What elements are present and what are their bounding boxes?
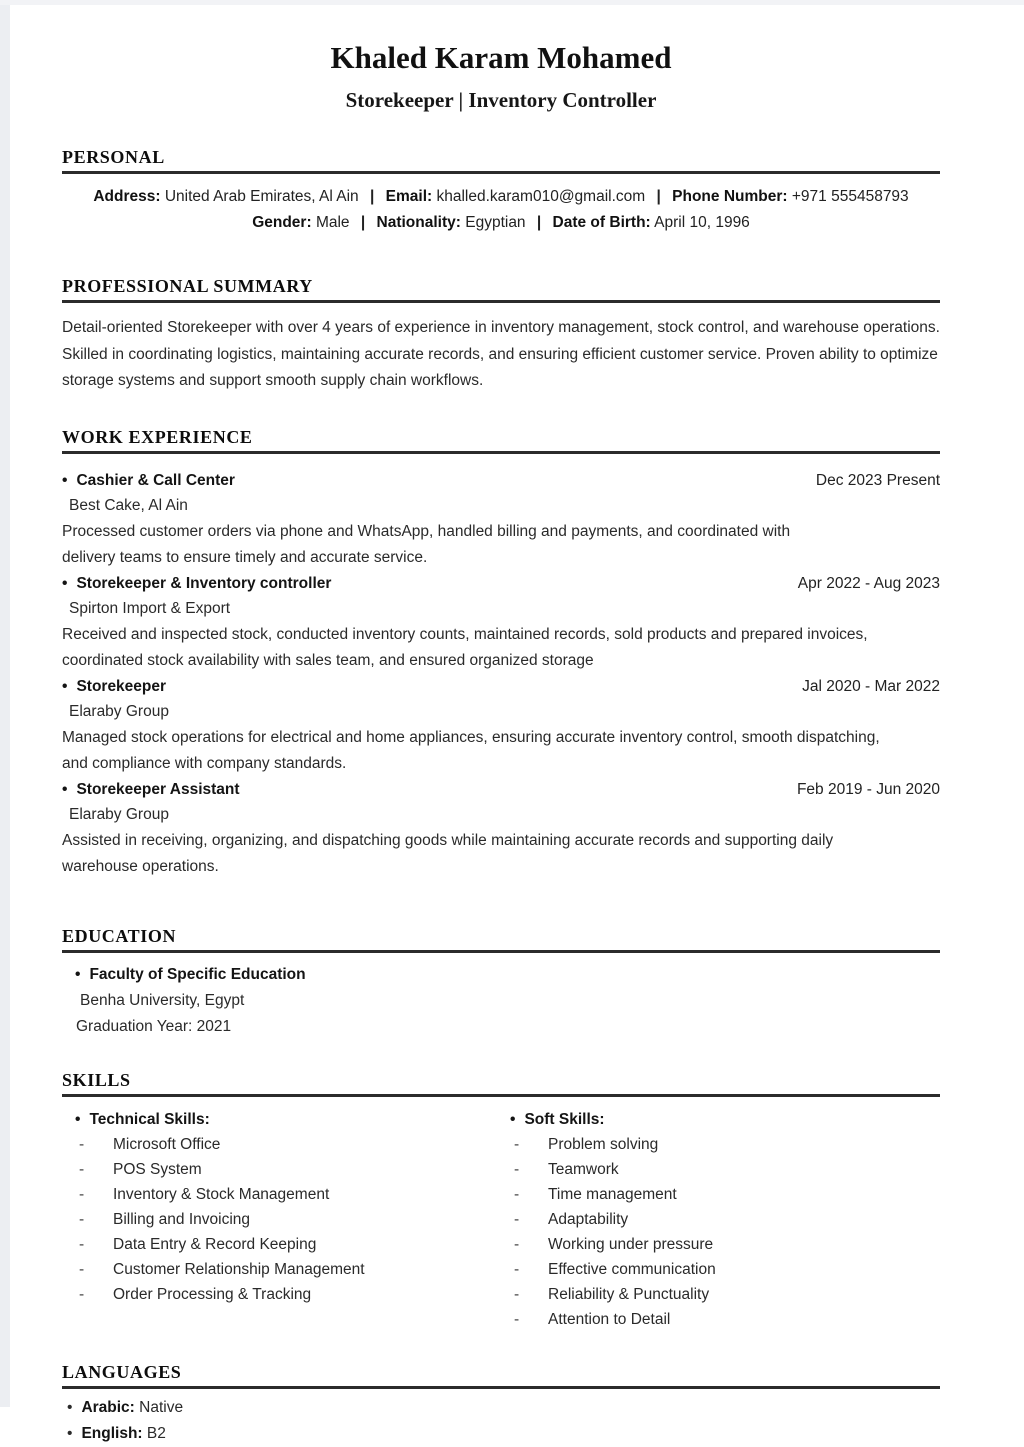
degree-text: Faculty of Specific Education: [89, 965, 306, 983]
job-description-line: and compliance with company standards.: [62, 754, 347, 772]
dash-icon: -: [514, 1210, 520, 1228]
section-education: [62, 926, 940, 1040]
languages-heading: LANGUAGES: [62, 1361, 182, 1382]
nationality-value: Egyptian: [465, 214, 526, 231]
bullet-icon: •: [75, 1110, 81, 1128]
job-description: [62, 725, 940, 777]
job-header: [62, 571, 940, 597]
skill-item: [75, 1282, 510, 1307]
section-languages: [62, 1362, 940, 1447]
job-company: Spirton Import & Export: [69, 600, 231, 617]
bullet-icon: •: [62, 471, 68, 489]
dash-icon: -: [514, 1310, 520, 1328]
soft-skills-column: [510, 1107, 940, 1332]
skill-item: [510, 1307, 940, 1332]
summary-line: Skilled in coordinating logistics, maintaining accurate records, and ensuring efficient customer service. Proven ability to optimize: [62, 345, 938, 363]
skill-item: [510, 1257, 940, 1282]
education-rule: [62, 950, 940, 953]
job-description: [62, 519, 940, 571]
bullet-icon: •: [67, 1424, 73, 1442]
personal-info-line-1: [62, 184, 940, 210]
skill-text: Adaptability: [548, 1210, 629, 1228]
section-skills: [62, 1070, 940, 1332]
language-level: Native: [139, 1398, 184, 1416]
skill-text: Working under pressure: [548, 1235, 714, 1253]
skill-text: Microsoft Office: [113, 1135, 221, 1153]
job-description-line: Managed stock operations for electrical and home appliances, ensuring accurate inventory control, smooth dispatching,: [62, 728, 880, 746]
section-personal: [62, 147, 940, 236]
dash-icon: -: [514, 1285, 520, 1303]
summary-line: storage systems and support smooth supply chain workflows.: [62, 372, 484, 389]
bullet-icon: •: [510, 1110, 516, 1128]
nationality-label: Nationality:: [376, 214, 461, 231]
job-header: [62, 468, 940, 494]
skills-rule: [62, 1094, 940, 1097]
separator: |: [536, 214, 542, 231]
summary-paragraph: [62, 315, 940, 395]
job-title-text: Storekeeper: [76, 677, 167, 695]
skill-item: [510, 1182, 940, 1207]
job-company: Elaraby Group: [69, 806, 169, 823]
dash-icon: -: [79, 1260, 85, 1278]
gender-value: Male: [315, 214, 350, 231]
skill-text: Customer Relationship Management: [113, 1260, 365, 1278]
job-description-line: Assisted in receiving, organizing, and dispatching goods while maintaining accurate records and supporting daily: [62, 831, 834, 849]
section-work-experience: [62, 427, 940, 880]
dash-icon: -: [79, 1160, 85, 1178]
experience-rule: [62, 451, 940, 454]
separator: |: [656, 188, 661, 205]
skill-text: Attention to Detail: [548, 1310, 671, 1328]
dash-icon: -: [514, 1135, 520, 1153]
job-title-text: Storekeeper Assistant: [76, 780, 240, 798]
technical-skills-title: [75, 1107, 510, 1132]
separator: |: [360, 214, 366, 231]
job-title: [62, 674, 166, 700]
separator: |: [369, 188, 375, 205]
language-label: English:: [81, 1424, 143, 1442]
skill-item: [510, 1207, 940, 1232]
skill-item: [75, 1207, 510, 1232]
job-entry: [62, 777, 940, 880]
job-title: [62, 777, 240, 803]
dash-icon: -: [514, 1260, 520, 1278]
dash-icon: -: [514, 1185, 520, 1203]
bullet-icon: •: [67, 1398, 73, 1416]
bullet-icon: •: [75, 965, 81, 983]
education-graduation-year: Graduation Year: 2021: [76, 1017, 232, 1035]
candidate-job-title: Storekeeper | Inventory Controller: [345, 88, 657, 112]
education-university: Benha University, Egypt: [80, 991, 245, 1009]
job-header: [62, 674, 940, 700]
email-label: Email:: [385, 188, 433, 205]
skill-text: Data Entry & Record Keeping: [113, 1235, 317, 1253]
skill-text: Teamwork: [548, 1160, 619, 1178]
summary-heading: PROFESSIONAL SUMMARY: [62, 276, 313, 296]
email-value: khalled.karam010@gmail.com: [436, 188, 646, 205]
address-value: United Arab Emirates, Al Ain: [164, 188, 359, 205]
skill-text: Problem solving: [548, 1135, 659, 1153]
job-dates: Jal 2020 - Mar 2022: [802, 677, 940, 695]
job-header: [62, 777, 940, 803]
job-description-line: Processed customer orders via phone and WhatsApp, handled billing and payments, and coordinated with: [62, 522, 791, 540]
language-level: B2: [146, 1424, 166, 1442]
skill-text: Effective communication: [548, 1260, 716, 1278]
skill-item: [510, 1232, 940, 1257]
phone-value: +971 555458793: [791, 188, 909, 205]
summary-rule: [62, 300, 940, 303]
job-description-line: warehouse operations.: [62, 857, 219, 875]
dash-icon: -: [514, 1160, 520, 1178]
job-entry: [62, 674, 940, 777]
skills-heading: SKILLS: [62, 1069, 131, 1090]
skill-item: [510, 1132, 940, 1157]
language-label: Arabic:: [81, 1398, 135, 1416]
dash-icon: -: [79, 1185, 85, 1203]
section-professional-summary: [62, 276, 940, 395]
skill-text: Time management: [548, 1185, 677, 1203]
skill-text: Reliability & Punctuality: [548, 1285, 710, 1303]
job-dates: Feb 2019 - Jun 2020: [796, 780, 940, 798]
skill-text: Billing and Invoicing: [113, 1210, 251, 1228]
technical-skills-column: [62, 1107, 510, 1332]
gender-label: Gender:: [252, 214, 312, 231]
job-description-line: coordinated stock availability with sales team, and ensured organized storage: [62, 651, 594, 669]
dash-icon: -: [79, 1285, 85, 1303]
bullet-icon: •: [62, 780, 68, 798]
experience-heading: WORK EXPERIENCE: [62, 426, 253, 447]
skill-item: [75, 1132, 510, 1157]
job-entry: [62, 571, 940, 674]
job-title: [62, 468, 235, 494]
job-description: [62, 828, 940, 880]
summary-line: Detail-oriented Storekeeper with over 4 years of experience in inventory management, stock control, and warehouse operations.: [62, 319, 940, 336]
job-title: [62, 571, 331, 597]
job-description: [62, 622, 940, 674]
education-heading: EDUCATION: [62, 925, 177, 946]
personal-heading: PERSONAL: [62, 147, 165, 167]
language-item: [62, 1421, 940, 1447]
soft-skills-title: [510, 1107, 940, 1132]
address-label: Address:: [93, 188, 161, 205]
language-item: [62, 1395, 940, 1421]
job-dates: Apr 2022 - Aug 2023: [797, 574, 940, 592]
dash-icon: -: [79, 1135, 85, 1153]
job-description-line: Received and inspected stock, conducted inventory counts, maintained records, sold products and prepared invoices,: [62, 625, 868, 643]
soft-skills-title-text: Soft Skills:: [524, 1110, 605, 1128]
birthdate-label: Date of Birth:: [552, 214, 651, 231]
bullet-icon: •: [62, 574, 68, 592]
skill-item: [75, 1257, 510, 1282]
skill-item: [510, 1282, 940, 1307]
skill-text: POS System: [113, 1160, 202, 1178]
job-dates: Dec 2023 Present: [815, 471, 940, 489]
job-entry: [62, 468, 940, 571]
dash-icon: -: [79, 1210, 85, 1228]
education-degree: [62, 962, 940, 988]
skill-item: [510, 1157, 940, 1182]
skill-text: Inventory & Stock Management: [113, 1185, 330, 1203]
job-title-text: Cashier & Call Center: [76, 471, 235, 489]
phone-label: Phone Number:: [672, 188, 788, 205]
skill-item: [75, 1157, 510, 1182]
technical-skills-title-text: Technical Skills:: [89, 1110, 210, 1128]
personal-rule: [62, 171, 940, 174]
birthdate-value: April 10, 1996: [654, 214, 750, 231]
personal-info-line-2: [62, 210, 940, 236]
dash-icon: -: [514, 1235, 520, 1253]
skill-text: Order Processing & Tracking: [113, 1285, 312, 1303]
skill-item: [75, 1182, 510, 1207]
languages-rule: [62, 1386, 940, 1389]
bullet-icon: •: [62, 677, 68, 695]
dash-icon: -: [79, 1235, 85, 1253]
job-company: Elaraby Group: [69, 703, 169, 720]
job-company: Best Cake, Al Ain: [69, 497, 188, 514]
candidate-name: Khaled Karam Mohamed: [330, 40, 672, 75]
job-description-line: delivery teams to ensure timely and accurate service.: [62, 548, 428, 566]
skill-item: [75, 1232, 510, 1257]
job-title-text: Storekeeper & Inventory controller: [76, 574, 332, 592]
skills-columns: [62, 1107, 940, 1332]
